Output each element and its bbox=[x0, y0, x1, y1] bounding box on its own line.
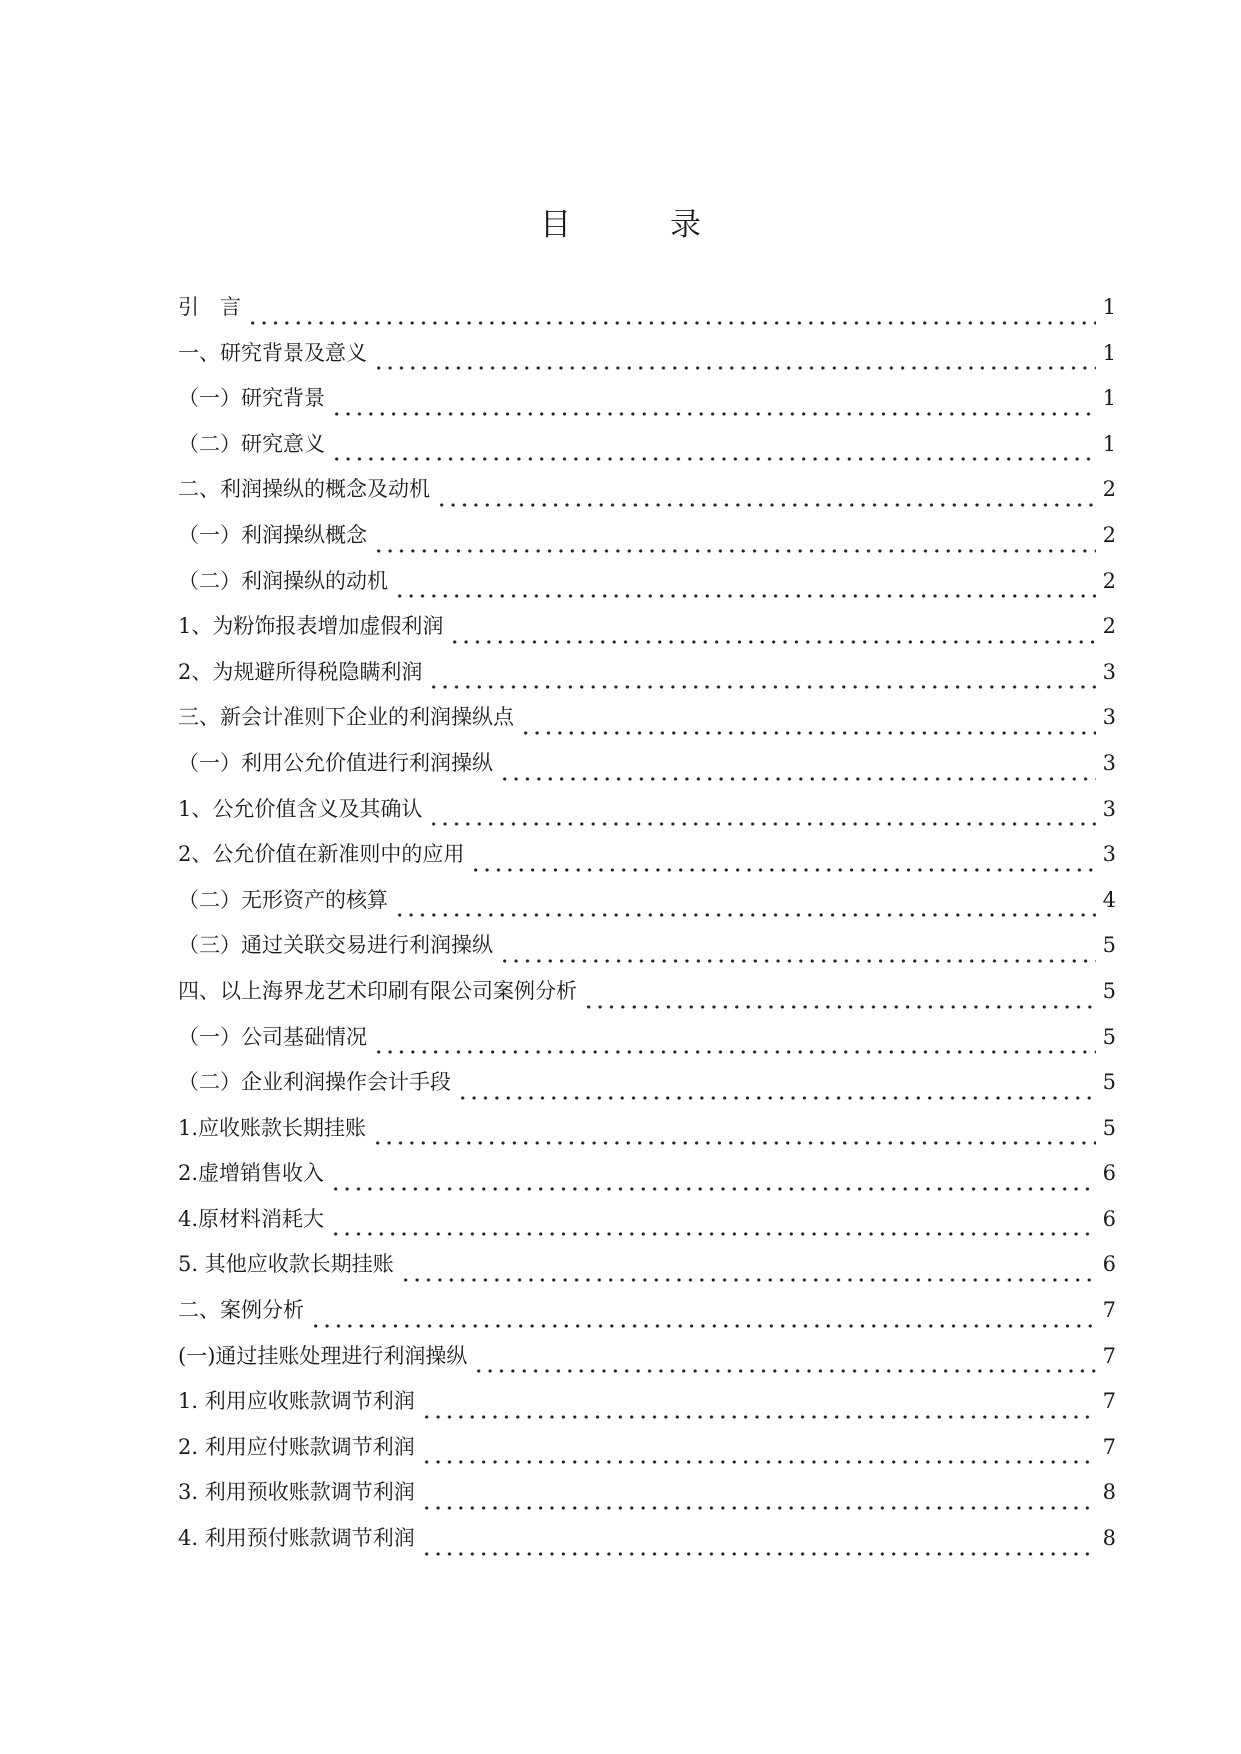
dot-leader bbox=[400, 1260, 1096, 1282]
toc-entry-label: 三、新会计准则下企业的利润操纵点 bbox=[178, 705, 514, 730]
dot-leader bbox=[331, 439, 1096, 461]
dot-leader bbox=[247, 303, 1096, 325]
toc-entry-page-number: 6 bbox=[1102, 1252, 1116, 1277]
toc-entry-label: 引 言 bbox=[178, 295, 241, 319]
toc-entry[interactable] bbox=[178, 519, 1116, 565]
toc-entry-label: 1、为粉饰报表增加虚假利润 bbox=[178, 614, 444, 639]
toc-entry-label: 二、利润操纵的概念及动机 bbox=[178, 477, 430, 502]
toc-entry[interactable] bbox=[178, 793, 1116, 839]
dot-leader bbox=[330, 1214, 1096, 1236]
toc-entry-page-number: 2 bbox=[1102, 522, 1116, 547]
toc-entry-page-number: 3 bbox=[1102, 842, 1116, 867]
toc-entry-page-number: 1 bbox=[1102, 386, 1116, 411]
toc-entry[interactable] bbox=[178, 1522, 1116, 1568]
toc-entry-page-number: 3 bbox=[1102, 796, 1116, 821]
toc-entry-page-number: 7 bbox=[1102, 1389, 1116, 1414]
toc-entry[interactable] bbox=[178, 1476, 1116, 1522]
toc-entry-page-number: 2 bbox=[1102, 477, 1116, 502]
dot-leader bbox=[330, 1169, 1096, 1191]
dot-leader bbox=[421, 1397, 1096, 1419]
toc-entry-page-number: 8 bbox=[1102, 1526, 1116, 1551]
dot-leader bbox=[372, 1123, 1096, 1145]
dot-leader bbox=[394, 576, 1096, 598]
toc-entry[interactable] bbox=[178, 929, 1116, 975]
toc-entry-page-number: 5 bbox=[1102, 1070, 1116, 1095]
dot-leader bbox=[520, 713, 1096, 735]
toc-entry[interactable] bbox=[178, 838, 1116, 884]
dot-leader bbox=[473, 1351, 1096, 1373]
toc-entry-page-number: 8 bbox=[1102, 1480, 1116, 1505]
toc-entry-page-number: 3 bbox=[1102, 659, 1116, 684]
toc-entry-page-number: 1 bbox=[1102, 340, 1116, 365]
toc-entry-page-number: 6 bbox=[1102, 1206, 1116, 1231]
toc-entry-label: 2. 利用应付账款调节利润 bbox=[178, 1434, 415, 1459]
toc-entry-label: 2、公允价值在新准则中的应用 bbox=[178, 842, 465, 867]
dot-leader bbox=[449, 622, 1096, 644]
toc-entry-label: 4.原材料消耗大 bbox=[178, 1206, 325, 1231]
toc-entry-label: （一）研究背景 bbox=[178, 386, 325, 411]
toc-entry-page-number: 6 bbox=[1102, 1161, 1116, 1186]
toc-entry-label: 2、为规避所得税隐瞒利润 bbox=[178, 659, 423, 684]
toc-entry-label: 2.虚增销售收入 bbox=[178, 1161, 325, 1186]
toc-entry[interactable] bbox=[178, 1157, 1116, 1203]
toc-entry[interactable] bbox=[178, 337, 1116, 383]
toc-entry-page-number: 5 bbox=[1102, 1115, 1116, 1140]
dot-leader bbox=[470, 850, 1096, 872]
dot-leader bbox=[499, 941, 1096, 963]
toc-entry[interactable] bbox=[178, 1066, 1116, 1112]
toc-entry-label: 5. 其他应收款长期挂账 bbox=[178, 1252, 394, 1277]
toc-entry-label: 一、研究背景及意义 bbox=[178, 340, 367, 365]
toc-entry[interactable] bbox=[178, 975, 1116, 1021]
dot-leader bbox=[428, 804, 1096, 826]
toc-entry-page-number: 7 bbox=[1102, 1298, 1116, 1323]
toc-entry[interactable] bbox=[178, 565, 1116, 611]
toc-entry-page-number: 2 bbox=[1102, 614, 1116, 639]
toc-entry-label: 3. 利用预收账款调节利润 bbox=[178, 1480, 415, 1505]
toc-entry-label: （一）公司基础情况 bbox=[178, 1024, 367, 1049]
dot-leader bbox=[421, 1488, 1096, 1510]
toc-entry-label: 四、以上海界龙艺术印刷有限公司案例分析 bbox=[178, 978, 577, 1003]
table-of-contents bbox=[178, 291, 1116, 1568]
toc-entry[interactable] bbox=[178, 884, 1116, 930]
toc-entry-label: (一)通过挂账处理进行利润操纵 bbox=[178, 1343, 468, 1368]
toc-entry[interactable] bbox=[178, 1203, 1116, 1249]
toc-entry-label: （一）利润操纵概念 bbox=[178, 522, 367, 547]
toc-entry-label: （二）研究意义 bbox=[178, 431, 325, 456]
dot-leader bbox=[394, 895, 1096, 917]
toc-entry-page-number: 5 bbox=[1102, 1024, 1116, 1049]
toc-entry[interactable] bbox=[178, 1021, 1116, 1067]
toc-entry-label: （三）通过关联交易进行利润操纵 bbox=[178, 933, 493, 958]
toc-entry-page-number: 3 bbox=[1102, 750, 1116, 775]
dot-leader bbox=[421, 1442, 1096, 1464]
toc-entry-label: 1、公允价值含义及其确认 bbox=[178, 796, 423, 821]
dot-leader bbox=[428, 667, 1096, 689]
dot-leader bbox=[421, 1534, 1096, 1556]
toc-entry[interactable] bbox=[178, 1431, 1116, 1477]
toc-entry-page-number: 2 bbox=[1102, 568, 1116, 593]
toc-entry-page-number: 5 bbox=[1102, 978, 1116, 1003]
toc-entry-page-number: 5 bbox=[1102, 933, 1116, 958]
toc-title: 目 录 bbox=[540, 206, 735, 243]
toc-entry-page-number: 4 bbox=[1102, 887, 1116, 912]
toc-entry[interactable] bbox=[178, 610, 1116, 656]
toc-entry[interactable] bbox=[178, 473, 1116, 519]
dot-leader bbox=[373, 1032, 1096, 1054]
dot-leader bbox=[457, 1078, 1096, 1100]
toc-entry-page-number: 7 bbox=[1102, 1434, 1116, 1459]
toc-entry[interactable] bbox=[178, 747, 1116, 793]
toc-entry[interactable] bbox=[178, 428, 1116, 474]
dot-leader bbox=[373, 348, 1096, 370]
toc-entry-page-number: 1 bbox=[1102, 295, 1116, 319]
toc-entry[interactable] bbox=[178, 1294, 1116, 1340]
toc-entry[interactable] bbox=[178, 291, 1116, 337]
toc-entry[interactable] bbox=[178, 1112, 1116, 1158]
dot-leader bbox=[331, 394, 1096, 416]
dot-leader bbox=[436, 485, 1096, 507]
toc-entry-page-number: 3 bbox=[1102, 705, 1116, 730]
toc-entry-label: 1.应收账款长期挂账 bbox=[178, 1115, 367, 1140]
toc-entry-label: 1. 利用应收账款调节利润 bbox=[178, 1389, 415, 1414]
toc-entry-page-number: 1 bbox=[1102, 431, 1116, 456]
toc-entry-page-number: 7 bbox=[1102, 1343, 1116, 1368]
toc-entry[interactable] bbox=[178, 1248, 1116, 1294]
dot-leader bbox=[499, 759, 1096, 781]
toc-entry[interactable] bbox=[178, 701, 1116, 747]
toc-entry-label: 二、案例分析 bbox=[178, 1298, 304, 1323]
toc-entry-label: （一）利用公允价值进行利润操纵 bbox=[178, 750, 493, 775]
toc-entry-label: 4. 利用预付账款调节利润 bbox=[178, 1526, 415, 1551]
toc-entry-label: （二）利润操纵的动机 bbox=[178, 568, 388, 593]
dot-leader bbox=[583, 987, 1096, 1009]
dot-leader bbox=[310, 1306, 1096, 1328]
toc-entry[interactable] bbox=[178, 1385, 1116, 1431]
toc-entry[interactable] bbox=[178, 1340, 1116, 1386]
toc-entry[interactable] bbox=[178, 382, 1116, 428]
toc-entry-label: （二）无形资产的核算 bbox=[178, 887, 388, 912]
toc-entry[interactable] bbox=[178, 656, 1116, 702]
toc-entry-label: （二）企业利润操作会计手段 bbox=[178, 1070, 451, 1095]
dot-leader bbox=[373, 531, 1096, 553]
